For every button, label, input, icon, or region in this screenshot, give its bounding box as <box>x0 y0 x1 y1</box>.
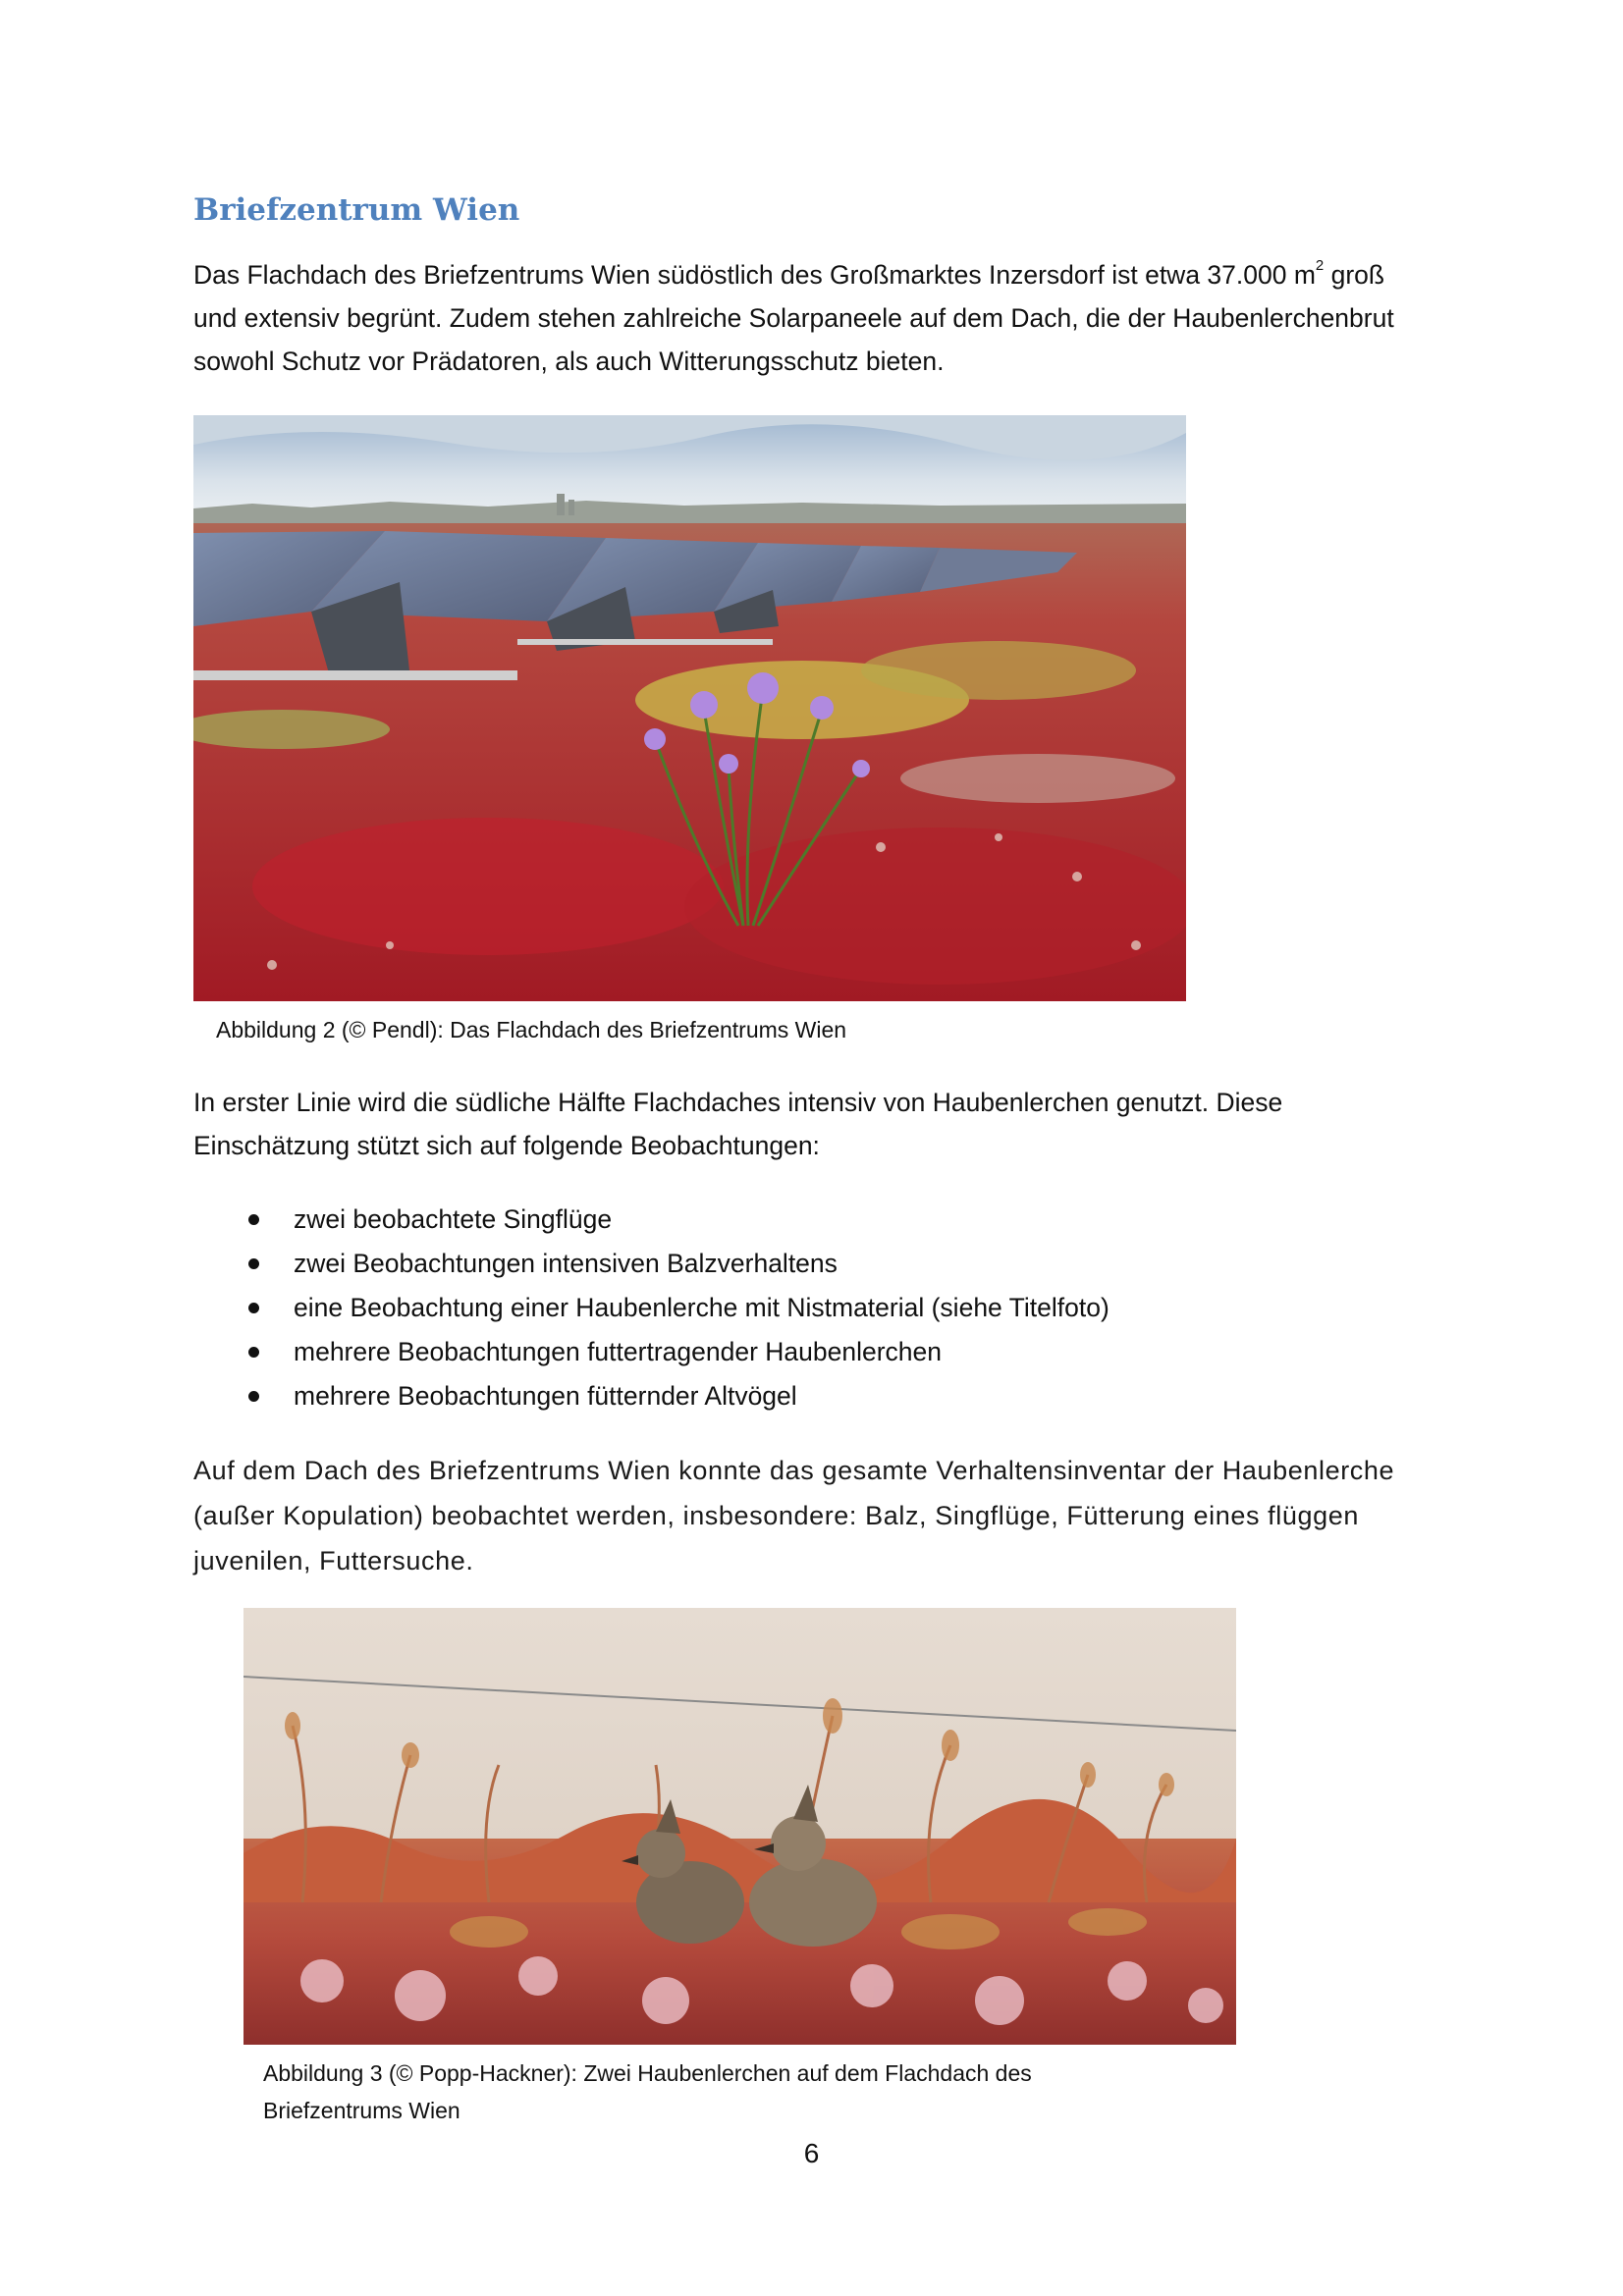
list-item-text: eine Beobachtung einer Haubenlerche mit Nistmaterial (siehe Titelfoto) <box>294 1293 1109 1322</box>
intro-paragraph <box>193 253 1431 383</box>
observations-intro: In erster Linie wird die südliche Hälfte Flachdaches intensiv von Haubenlerchen genutzt. Diese Einschätzung stützt sich auf folgende Beobachtungen: <box>193 1088 1283 1160</box>
figure-3-caption: Abbildung 3 (© Popp-Hackner): Zwei Haubenlerchen auf dem Flachdach des Briefzentrums Wien <box>263 2060 1032 2123</box>
list-item-text: zwei beobachtete Singflüge <box>294 1204 613 1234</box>
list-item <box>193 1242 1109 1286</box>
bullet-icon <box>248 1347 259 1358</box>
figure-2-caption: Abbildung 2 (© Pendl): Das Flachdach des Briefzentrums Wien <box>216 1017 847 1042</box>
crested-larks-photo <box>243 1608 1236 2045</box>
list-item-text: mehrere Beobachtungen fütternder Altvögel <box>294 1381 797 1411</box>
intro-text-continued: groß und extensiv begrünt. Zudem stehen zahlreiche Solarpaneele auf dem Dach, die der Haubenlerchenbrut sowohl Schutz vor Prädatoren, als auch Witterungsschutz bieten. <box>193 260 1394 376</box>
area-unit-superscript: 2 <box>1315 257 1325 274</box>
list-item <box>193 1198 1109 1242</box>
section-heading: Briefzentrum Wien <box>193 192 520 228</box>
list-item <box>193 1286 1109 1330</box>
list-item <box>193 1330 1109 1374</box>
bullet-icon <box>248 1391 259 1402</box>
crested-larks-illustration <box>243 1608 1236 2045</box>
list-item <box>193 1374 1109 1418</box>
bullet-icon <box>248 1303 259 1313</box>
roof-solar-illustration <box>193 415 1186 1001</box>
list-item-text: mehrere Beobachtungen futtertragender Haubenlerchen <box>294 1337 943 1366</box>
bullet-icon <box>248 1258 259 1269</box>
page-number: 6 <box>803 2138 820 2168</box>
bullet-icon <box>248 1214 259 1225</box>
behaviour-paragraph: Auf dem Dach des Briefzentrums Wien konnte das gesamte Verhaltensinventar der Haubenlerche (außer Kopulation) beobachtet werden, insbesondere: Balz, Singflüge, Fütterung eines flüggen juvenilen, Futtersuche. <box>193 1456 1395 1575</box>
intro-text: Das Flachdach des Briefzentrums Wien südöstlich des Großmarktes Inzersdorf ist etwa 37.000 m <box>193 260 1316 290</box>
list-item-text: zwei Beobachtungen intensiven Balzverhaltens <box>294 1249 838 1278</box>
roof-solar-photo <box>193 415 1186 1001</box>
observations-list <box>193 1198 1109 1418</box>
